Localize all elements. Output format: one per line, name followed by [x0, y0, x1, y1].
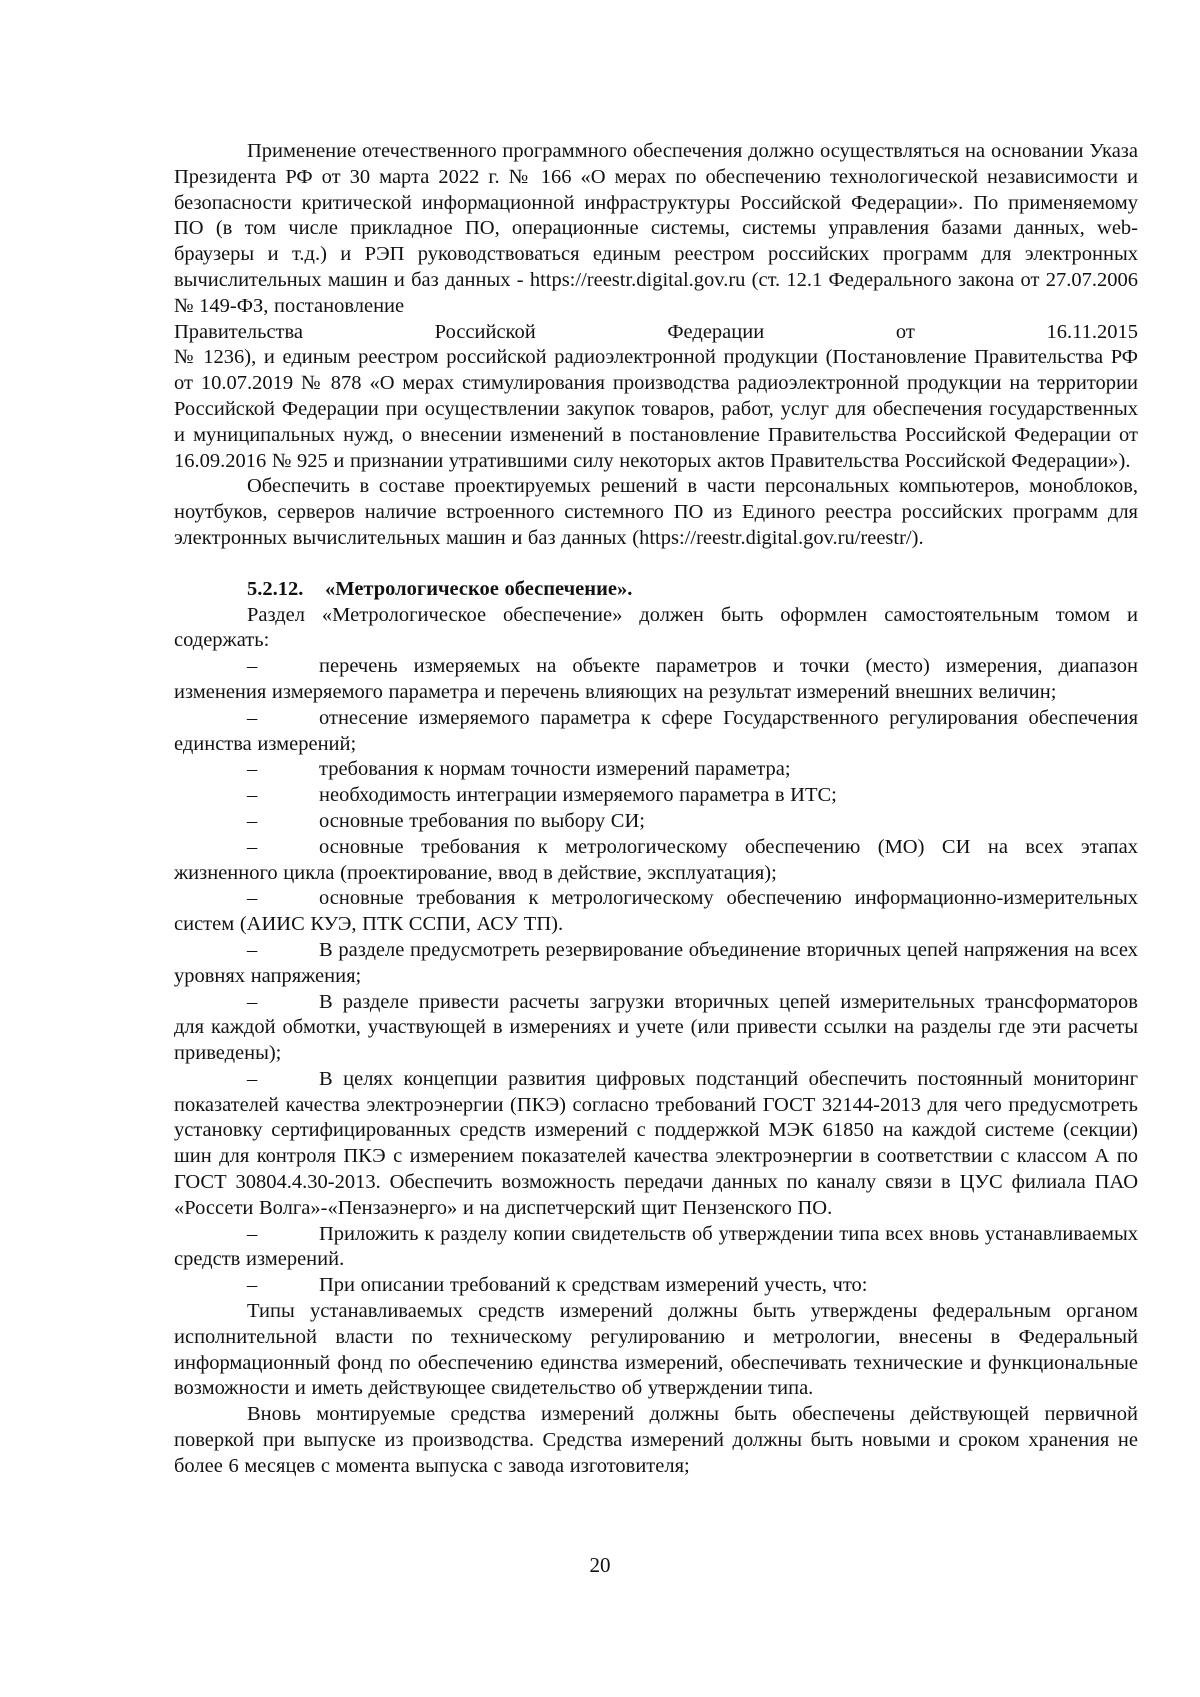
- paragraph: Применение отечественного программного обеспечения должно осуществляться на основании Указа Президента РФ от 30 марта 2022 г. № 166 «О мерах по обеспечению технологической независимости и безопасности критической информационной инфраструктуры Российской Федерации». По применяемому ПО (в том числе прикладное ПО, операционные системы, системы управления базами данных, web-браузеры и т.д.) и РЭП руководствоваться единым реестром российских программ для электронных вычислительных машин и баз данных - https://reestr.digital.gov.ru (ст. 12.1 Федерального закона от 27.07.2006 № 149-ФЗ, постановление: [174, 140, 1138, 317]
- page-number: 20: [589, 1553, 611, 1577]
- list-item-text: В целях концепции развития цифровых подстанций обеспечить постоянный мониторинг показателей качества электроэнергии (ПКЭ) согласно требований ГОСТ 32144-2013 для чего предусмотреть установку сертифицированных средств измерений с поддержкой МЭК 61850 на каждой системе (секции) шин для контроля ПКЭ с измерением показателей качества электроэнергии в соответствии с классом А по ГОСТ 30804.4.30-2013. Обеспечить возможность передачи данных по каналу связи в ЦУС филиала ПАО «Россети Волга»-«Пензаэнерго» и на диспетчерский щит Пензенского ПО.: [174, 1067, 1138, 1219]
- word: Федерации: [667, 320, 765, 343]
- paragraph: Вновь монтируемые средства измерений должны быть обеспечены действующей первичной поверкой при выпуске из производства. Средства измерений должны быть новыми и сроком хранения не более 6 месяцев с момента выпуска с завода изготовителя;: [174, 1403, 1138, 1477]
- list-item-text: основные требования к метрологическому обеспечению информационно-измерительных систем (АИИС КУЭ, ПТК ССПИ, АСУ ТП).: [174, 887, 1138, 936]
- dash-marker: –: [247, 835, 258, 858]
- list-item-text: необходимость интеграции измеряемого параметра в ИТС;: [319, 784, 837, 807]
- dash-marker: –: [247, 1222, 258, 1245]
- list-item: [174, 809, 1138, 835]
- word: Российской: [434, 320, 536, 343]
- paragraph: № 1236), и единым реестром российской радиоэлектронной продукции (Постановление Правительства РФ от 10.07.2019 № 878 «О мерах стимулирования производства радиоэлектронной продукции на территории Российской Федерации при осуществлении закупок товаров, работ, услуг для обеспечения государственных и муниципальных нужд, о внесении изменений в постановление Правительства Российской Федерации от 16.09.2016 № 925 и признании утратившими силу некоторых актов Правительства Российской Федерации»).: [174, 346, 1138, 472]
- list-item: [174, 1222, 1138, 1274]
- section-title: «Метрологическое обеспечение».: [325, 577, 633, 600]
- list-item: [174, 783, 1138, 809]
- list-item-text: основные требования к метрологическому обеспечению (МО) СИ на всех этапах жизненного цикла (проектирование, ввод в действие, эксплуатация);: [174, 835, 1138, 884]
- list-item: [174, 654, 1138, 706]
- list-item: [174, 990, 1138, 1067]
- spacer: [174, 552, 1138, 577]
- dash-marker: –: [247, 1067, 258, 1090]
- list-item: [174, 886, 1138, 938]
- list-item-text: Приложить к разделу копии свидетельств об утверждении типа всех вновь устанавливаемых средств измерений.: [174, 1222, 1138, 1271]
- requirements-list: [174, 654, 1138, 1299]
- list-item-text: отнесение измеряемого параметра к сфере Государственного регулирования обеспечения единства измерений;: [174, 706, 1138, 755]
- dash-marker: –: [247, 784, 258, 807]
- word: от: [895, 320, 915, 343]
- section-number: 5.2.12.: [247, 577, 304, 600]
- dash-marker: –: [247, 938, 258, 961]
- list-item: [174, 757, 1138, 783]
- list-item-text: требования к нормам точности измерений параметра;: [319, 758, 791, 781]
- justified-line: [174, 320, 1138, 346]
- dash-marker: –: [247, 809, 258, 832]
- list-item-text: В разделе предусмотреть резервирование объединение вторичных цепей напряжения на всех уровнях напряжения;: [174, 938, 1138, 987]
- document-page: [174, 139, 1138, 1480]
- list-item: [174, 706, 1138, 758]
- section-heading: [247, 577, 1138, 603]
- dash-marker: –: [247, 990, 258, 1013]
- section-intro: Раздел «Метрологическое обеспечение» должен быть оформлен самостоятельным томом и содержать:: [174, 603, 1138, 652]
- dash-marker: –: [247, 887, 258, 910]
- list-item: [174, 1067, 1138, 1222]
- list-item-text: При описании требований к средствам измерений учесть, что:: [319, 1274, 868, 1297]
- list-item-text: В разделе привести расчеты загрузки вторичных цепей измерительных трансформаторов для каждой обмотки, участвующей в измерениях и учете (или привести ссылки на разделы где эти расчеты приведены);: [174, 990, 1138, 1065]
- dash-marker: –: [247, 706, 258, 729]
- list-item: [174, 1273, 1138, 1299]
- paragraph: Типы устанавливаемых средств измерений должны быть утверждены федеральным органом исполнительной власти по техническому регулированию и метрологии, внесены в Федеральный информационный фонд по обеспечению единства измерений, обеспечивать технические и функциональные возможности и иметь действующее свидетельство об утверждении типа.: [174, 1300, 1138, 1400]
- dash-marker: –: [247, 758, 258, 781]
- dash-marker: –: [247, 655, 258, 678]
- dash-marker: –: [247, 1274, 258, 1297]
- list-item-text: перечень измеряемых на объекте параметров и точки (место) измерения, диапазон изменения измеряемого параметра и перечень влияющих на результат измерений внешних величин;: [174, 655, 1138, 703]
- paragraph: Обеспечить в составе проектируемых решений в части персональных компьютеров, моноблоков, ноутбуков, серверов наличие встроенного системного ПО из Единого реестра российских программ для электронных вычислительных машин и баз данных (https://reestr.digital.gov.ru/reestr/).: [174, 475, 1138, 549]
- list-item: [174, 938, 1138, 990]
- list-item-text: основные требования по выбору СИ;: [319, 809, 645, 832]
- word: 16.11.2015: [1046, 320, 1138, 343]
- word: Правительства: [174, 320, 304, 343]
- list-item: [174, 835, 1138, 887]
